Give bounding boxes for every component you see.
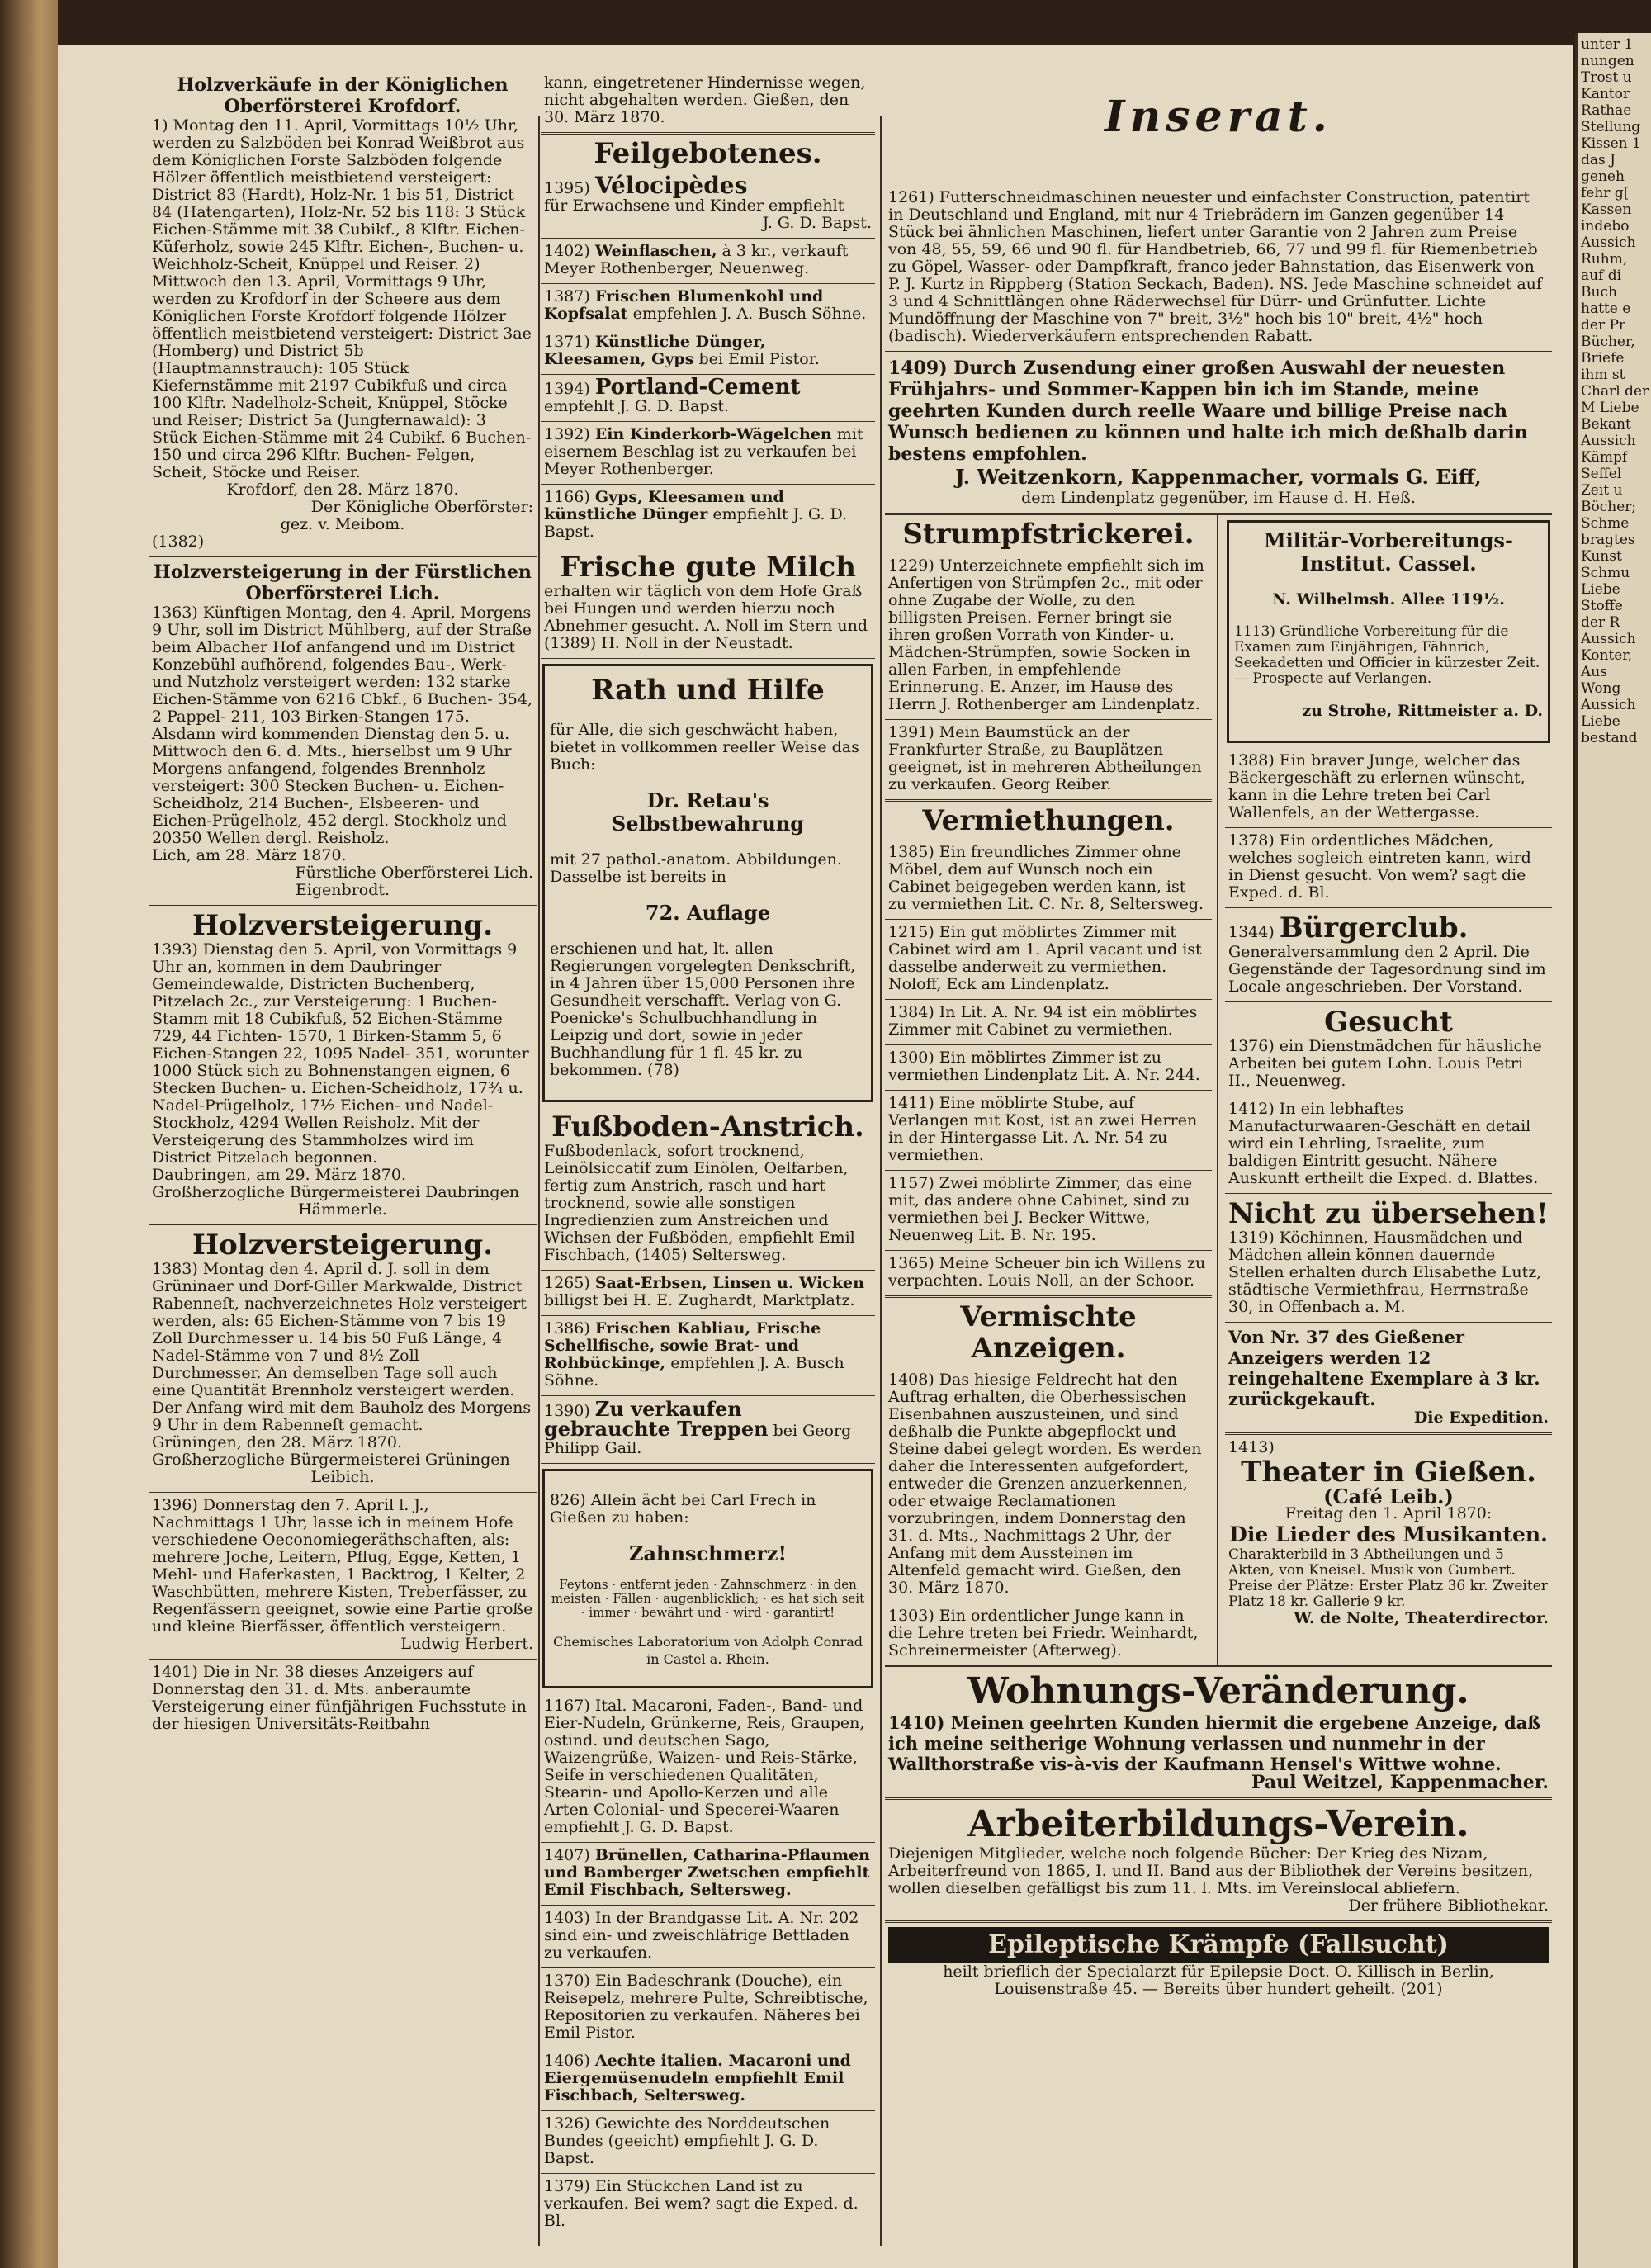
- ad-body: 1363) Künftigen Montag, den 4. April, Morgens 9 Uhr, soll im District Mühlberg, auf der Straße beim Albacher Hof anfangend und im District Konzebühl aufhörend, folgendes Bau-, Werk- und Nutzholz versteigert werden: 132 starke Eichen-Stämme von 6216 Cbkf., 6 Buchen- 354, 2 Pappel- 211, 103 Birken-Stangen 175. Alsdann wird kommenden Dienstag den 5. u. Mittwoch den 6. d. Mts., hierselbst um 9 Uhr Morgens anfangend, folgendes Brennholz versteigert: 300 Stecken Buchen- u. Eichen-Scheidholz, 214 Buchen-, Elsbeeren- und Eichen-Prügelholz, 452 dergl. Stockholz und 20350 Wellen dergl. Reisholz.: [152, 604, 533, 847]
- ad-item: 1407) Brünellen, Catharina-Pflaumen und Bamberger Zwetschen empfiehlt Emil Fischbach, Seltersweg.: [541, 1843, 875, 1906]
- ad-sign: Ludwig Herbert.: [400, 1635, 533, 1653]
- ad-item: 1408) Das hiesige Feldrecht hat den Auftrag erhalten, die Oberhessischen Eisenbahnen auszusteinen, und sind deßhalb die Punkte abgepflockt und Steine dabei gelegt worden. Es werden daher die Interessenten aufgefordert, entweder die Grenzen anzuerkennen, oder etwaige Reclamationen vorzubringen, indem Donnerstag den 31. d. Mts., Nachmittags 2 Uhr, der Anfang mit dem Aussteinen im Altenfeld gemacht wird. Gießen, den 30. März 1870.: [885, 1367, 1212, 1603]
- section-heading: Vermiethungen.: [922, 804, 1175, 837]
- column-1: [149, 70, 537, 2250]
- ad-holz-lich: [149, 557, 537, 906]
- ad-fussboden: [541, 1107, 875, 1271]
- ad-title: Holzverkäufe in der Königlichen Oberförsterei Krofdorf.: [177, 74, 509, 117]
- ad-item: 1391) Mein Baumstück an der Frankfurter Straße, zu Bauplätzen geeignet, ist in mehreren Abtheilungen zu verkaufen. Georg Reiber.: [885, 720, 1212, 802]
- ad-item: 1303) Ein ordentlicher Junge kann in die Lehre treten bei Friedr. Weinhardt, Schreinermeister (Afterweg).: [888, 1607, 1199, 1660]
- column-rule: [880, 116, 882, 2246]
- ad-item: 1166) Gyps, Kleesamen und künstliche Dünger empfiehlt J. G. D. Bapst.: [541, 485, 875, 547]
- ad-body: 1) Montag den 11. April, Vormittags 10½ Uhr, werden zu Salzböden bei Konrad Weißbrot aus dem Königlichen Forste Salzböden folgende Hölzer öffentlich meistbietend versteigert: District 83 (Hardt), Holz-Nr. 1 bis 51, District 84 (Hatengarten), Holz-Nr. 52 bis 118: 3 Stück Eichen-Stämme mit 38 Cubikf., 8 Klftr. Eichen-Küferholz, sowie 245 Klftr. Eichen-, Buchen- u. Weichholz-Scheit, Knüppel und Reiser. 2) Mittwoch den 13. April, Vormittags 9 Uhr, werden zu Krofdorf in der Scheere aus dem Königlichen Forste Krofdorf folgende Hölzer öffentlich meistbietend versteigert: District 3ae (Homberg) und District 5b (Hauptmannstrauch): 105 Stück Kiefernstämme mit 2197 Cubikfuß und circa 100 Klftr. Nadelholz-Scheit, Knüppel, Stöcke und Reiser; District 5a (Jungfernawald): 3 Stück Eichen-Stämme mit 24 Cubikf. 6 Buchen- 150 und circa 296 Klftr. Buchen- Felgen, Scheit, Stöcke und Reiser.: [152, 116, 532, 481]
- ad-body: 1261) Futterschneidmaschinen neuester und einfachster Construction, patentirt in Deutschland und England, mit nur 4 Triebrädern im Ganzen gegenüber 14 Stück bei ähnlichen Maschinen, liefert unter Garantie von 2 Jahren zum Preise von 48, 55, 59, 66 und 90 fl. für Handbetrieb, 66, 77 und 99 fl. für Riemenbetrieb zu Göpel, Wasser- oder Dampfkraft, franco jeder Bahnstation, das Eisenwerk von P. J. Kurtz in Rippberg (Station Seckach, Baden). NS. Jede Maschine schneidet auf 3 und 4 Schnittlängen ohne Räderwechsel für Dürr- und Grünfutter. Lichte Mundöffnung der Maschine von 7" breit, 3½" hoch bis 10" breit, 4½" hoch (badisch). Wiederverkäufern entsprechenden Rabatt.: [888, 188, 1542, 345]
- section-heading: Vermischte Anzeigen.: [960, 1300, 1137, 1365]
- ad-item: 1385) Ein freundliches Zimmer ohne Möbel, dem auf Wunsch noch ein Cabinet beigegeben werden kann, ist zu vermiethen Lit. C. Nr. 8, Seltersweg.: [885, 840, 1212, 920]
- ad-item: 1411) Eine möblirte Stube, auf Verlangen mit Kost, ist an zwei Herren in der Hintergasse Lit. A. Nr. 54 zu vermiethen.: [885, 1091, 1212, 1171]
- ad-item: 1390) Zu verkaufen gebrauchte Treppen bei Georg Philipp Gail.: [541, 1396, 875, 1464]
- section-heading: Feilgebotenes.: [594, 137, 822, 170]
- ad-item: 1388) Ein braver Junge, welcher das Bäckergeschäft zu erlernen wünscht, kann in die Lehre treten bei Carl Wallenfels, an der Wettergasse.: [1225, 748, 1552, 828]
- ad-militaer-institut: Militär-Vorbereitungs-Institut. Cassel. N. Wilhelmsh. Allee 119½. 1113) Gründliche Vorbereitung für die Examen zum Einjährigen, Fähnrich, Seekadetten und Officier in kürzester Zeit. — Prospecte auf Verlangen. zu Strohe, Rittmeister a. D.: [1227, 520, 1550, 743]
- ad-item: 1229) Unterzeichnete empfiehlt sich im Anfertigen von Strümpfen 2c., mit oder ohne Zugabe der Wolle, zu den billigsten Preisen. Ferner bringt sie ihren großen Vorrath von Kinder- u. Mädchen-Strümpfen, sowie Socken in allen Farben, in empfehlende Erinnerung. E. Anzer, im Hause des Herrn J. Rothenberger am Lindenplatz.: [885, 553, 1212, 720]
- ad-nr37: Von Nr. 37 des Gießener Anzeigers werden 12 reingehaltene Exemplare à 3 kr. zurückgekauft. Die Expedition.: [1225, 1323, 1552, 1435]
- ad-body: 1396) Donnerstag den 7. April l. J., Nachmittags 1 Uhr, lasse ich in meinem Hofe verschiedene Oeconomiegeräthschaften, als: mehrere Joche, Leitern, Pflug, Egge, Ketten, 1 Mehl- und Haferkasten, 1 Backtrog, 1 Kelter, 2 Waschbütten, mehrere Kisten, Treberfässer, zu Regenfässern geeignet, sowie eine Partie große und kleine Bierfässer, öffentlich versteigern.: [152, 1496, 533, 1636]
- ad-item: 1157) Zwei möblirte Zimmer, das eine mit, das andere ohne Cabinet, sind zu vermiethen bei J. Becker Wittwe, Neuenweg Lit. B. Nr. 195.: [885, 1171, 1212, 1251]
- column-2: [541, 70, 875, 2250]
- ad-continued: [541, 70, 875, 135]
- ad-holz-grueningen: [149, 1225, 537, 1493]
- ad-body: Fußbodenlack, sofort trocknend, Leinölsiccatif zum Einölen, Oelfarben, fertig zum Anstrich, rasch und hart trocknend, sowie alle sonstigen Ingredienzien zum Anstreichen und Wichsen der Fußböden, empfiehlt Emil Fischbach, (1405) Seltersweg.: [544, 1142, 855, 1264]
- ad-buergerclub: 1344) Bürgerclub. Generalversammlung den 2 April. Die Gegenstände der Tagesordnung sind im Locale angeschrieben. Der Vorstand.: [1225, 908, 1552, 1002]
- ad-herbert: [149, 1493, 537, 1660]
- ad-date: Daubringen, am 29. März 1870.: [152, 1166, 407, 1184]
- ad-sign: Großherzogliche Bürgermeisterei Daubringen: [152, 1183, 520, 1201]
- ad-item: 1387) Frischen Blumenkohl und Kopfsalat empfehlen J. A. Busch Söhne.: [541, 284, 875, 329]
- ad-milch: [541, 547, 875, 659]
- facing-page-text: unter 1 nungen Trost u Kantor Rathae Stellung Kissen 1 das J geneh fehr g[ Kassen indebo Aussich Ruhm, auf di Buch hatte e der Pr Bücher, Briefe ihm st Charl der M Liebe Bekant Aussich Kämpf Seffel Zeit u Böcher; Schme bragtes Kunst Schmu Liebe Stoffe der R Aussich Konter, Aus Wong Aussich Liebe bestand: [1581, 36, 1649, 746]
- ad-theater: 1413) Theater in Gießen. (Café Leib.) Freitag den 1. April 1870: Die Lieder des Musikanten. Charakterbild in 3 Abtheilungen und 5 Akten, von Kneisel. Musik von Gumbert. Preise der Plätze: Erster Platz 36 kr. Zweiter Platz 18 kr. Gallerie 9 kr. W. de Nolte, Theaterdirector.: [1228, 1438, 1549, 1627]
- ad-item: 1412) In ein lebhaftes Manufacturwaaren-Geschäft en detail wird ein Lehrling, Israelite, zum baldigen Eintritt gesucht. Nähere Auskunft ertheilt die Exped. d. Blattes.: [1225, 1096, 1552, 1194]
- ad-rath-und-hilfe: Rath und Hilfe für Alle, die sich geschwächt haben, bietet in vollkommen reeller Weise das Buch: Dr. Retau's Selbstbewahrung mit 27 pathol.-anatom. Abbildungen. Dasselbe ist bereits in 72. Auflage erschienen und hat, lt. allen Regierungen vorgelegten Denkschrift, in 4 Jahren über 15,000 Personen ihre Gesundheit verschafft. Verlag von G. Poenicke's Schulbuchhandlung in Leipzig und dort, sowie in jeder Buchhandlung für 1 fl. 45 kr. zu bekommen. (78): [542, 664, 873, 1102]
- ad-futterschneidmaschinen: [885, 185, 1552, 353]
- ad-item: 1395) Vélocipèdes für Erwachsene und Kinder empfiehlt J. G. D. Bapst.: [541, 173, 875, 239]
- ad-item: 1167) Ital. Macaroni, Faden-, Band- und Eier-Nudeln, Grünkerne, Reis, Graupen, ostind. und deutschen Sago, Waizengrüße, Waizen- und Reis-Stärke, Seife in verschiedenen Qualitäten, Stearin- und Apollo-Kerzen und alle Arten Colonial- und Specerei-Waaren empfiehlt J. G. D. Bapst.: [541, 1693, 875, 1843]
- ad-title: Frische gute Milch: [560, 551, 856, 584]
- ad-date: Lich, am 28. März 1870.: [152, 846, 347, 864]
- ad-gesucht: Gesucht 1376) ein Dienstmädchen für häusliche Arbeiten bei gutem Lohn. Louis Petri II., Neuenweg.: [1225, 1002, 1552, 1096]
- ad-item: 1371) Künstliche Dünger, Kleesamen, Gyps bei Emil Pistor.: [541, 329, 875, 375]
- ad-sign: gez. v. Meibom.: [280, 515, 405, 533]
- ad-body: erhalten wir täglich von dem Hofe Graß bei Hungen und werden hierzu noch Abnehmer gesucht. A. Noll im Stern und (1389) H. Noll in der Neustadt.: [544, 582, 868, 652]
- ad-title: Fußboden-Anstrich.: [551, 1110, 864, 1143]
- column-3-subcolumns: [885, 515, 1552, 1665]
- ad-sign: dem Lindenplatz gegenüber, im Hause d. H. Heß.: [1021, 489, 1416, 507]
- ad-sign: J. Weitzenkorn, Kappenmacher, vormals G. Eiff,: [955, 465, 1482, 489]
- ad-item: 1326) Gewichte des Norddeutschen Bundes (geeicht) empfiehlt J. G. D. Bapst.: [541, 2111, 875, 2174]
- ad-body: 1383) Montag den 4. April d. J. soll in dem Grüninaer und Dorf-Giller Markwalde, District Rabenneſt, nachverzeichnetes Holz versteigert werden, als: 65 Eichen-Stämme von 7 bis 19 Zoll Durchmesser u. 14 bis 50 Fuß Länge, 4 Nadel-Stämme von 7 und 8½ Zoll Durchmesser. An demselben Tage soll auch eine Quantität Brennholz versteigert werden. Der Anfang wird mit dem Bauholz des Morgens 9 Uhr in dem Rabenneſt gemacht.: [152, 1260, 532, 1434]
- ad-body: 1393) Dienstag den 5. April, von Vormittags 9 Uhr an, kommen in dem Daubringer Gemeindewalde, Districten Buchenberg, Pitzelach 2c., zur Versteigerung: 1 Buchen-Stamm mit 18 Cubikfuß, 52 Eichen-Stämme 729, 44 Fichten- 1570, 1 Birken-Stamm 5, 6 Eichen-Stangen 22, 1095 Nadel- 351, worunter 1000 Stück sich zu Bohnenstangen eignen, 6 Stecken Buchen- u. Eichen-Scheidholz, 17¾ u. Nadel-Prügelholz, 17½ Eichen- und Nadel-Stockholz, 4294 Wellen Reisholz. Mit der Versteigerung des Stammholzes wird im District Pitzelach begonnen.: [152, 940, 529, 1167]
- ad-item: 1370) Ein Badeschrank (Douche), ein Reisepelz, mehrere Pulte, Schreibtische, Repositorien zu verkaufen. Näheres bei Emil Pistor.: [541, 1968, 875, 2048]
- ad-date: Krofdorf, den 28. März 1870.: [226, 481, 459, 499]
- ad-sign: Fürstliche Oberförsterei Lich.: [295, 864, 533, 882]
- ad-zahnschmerz: 826) Allein ächt bei Carl Frech in Gießen zu haben: Zahnschmerz! Feytons · entfernt jeden · Zahnschmerz · in den meisten · Fällen · augenblicklich; · es hat sich seit · immer · bewährt und · wird · garantirt! Chemisches Laboratorium von Adolph Conrad in Castel a. Rhein.: [542, 1469, 873, 1688]
- ad-holz-daubringen: [149, 906, 537, 1225]
- facing-page-edge: [1575, 33, 1651, 2268]
- ad-arbeiterbildungsverein: Arbeiterbildungs-Verein. Diejenigen Mitglieder, welche noch folgende Bücher: Der Krieg des Nizam, Arbeiterfreund von 1865, I. und II. Band aus der Bibliothek der Vereins besitzen, wollen dieselben gefälligst bis zum 11. l. Mts. im Vereinslocal abliefern. Der frühere Bibliothekar.: [885, 1800, 1552, 1923]
- ad-title: Holzversteigerung.: [192, 909, 494, 942]
- ad-body: 1409) Durch Zusendung einer großen Auswahl der neuesten Frühjahrs- und Sommer-Kappen bin ich im Stande, meine geehrten Kunden durch reelle Waare und billige Preise nach Wunsch bedienen zu können und halte ich mich deßhalb darin bestens empfohlen.: [888, 357, 1528, 465]
- ad-item: 1379) Ein Stückchen Land ist zu verkaufen. Bei wem? sagt die Exped. d. Bl.: [544, 2177, 859, 2230]
- ad-number: (1382): [152, 533, 205, 551]
- column-rule: [538, 116, 540, 2246]
- ad-fuchsstute: [149, 1660, 537, 1739]
- ad-item: 1403) In der Brandgasse Lit. A. Nr. 202 sind ein- und zweischläfrige Bettladen zu verkaufen.: [541, 1906, 875, 1968]
- ad-item: 1406) Aechte italien. Macaroni und Eiergemüsenudeln empfiehlt Emil Fischbach, Seltersweg.: [541, 2048, 875, 2111]
- section-heading: Strumpfstrickerei.: [902, 518, 1194, 551]
- ad-sign: Der Königliche Oberförster:: [310, 498, 533, 516]
- ad-body: kann, eingetretener Hindernisse wegen, nicht abgehalten werden. Gießen, den 30. März 1870.: [544, 73, 866, 126]
- ad-item: 1392) Ein Kinderkorb-Wägelchen mit eisernem Beschlag ist zu verkaufen bei Meyer Rothenberger.: [541, 422, 875, 485]
- book-spine-edge: [0, 0, 58, 2268]
- ad-kappen: [885, 353, 1552, 515]
- ad-title: Rath und Hilfe: [591, 674, 825, 707]
- subcolumn-right: [1225, 515, 1552, 1665]
- ad-item: 1215) Ein gut möblirtes Zimmer mit Cabinet wird am 1. April vacant und ist dasselbe anderweit zu vermiethen. Noloff, Eck am Lindenplatz.: [885, 920, 1212, 1000]
- ad-item: 1386) Frischen Kabliau, Frische Schellfische, sowie Brat- und Rohbückinge, empfehlen J. A. Busch Söhne.: [541, 1316, 875, 1396]
- ad-item: 1402) Weinflaschen, à 3 kr., verkauft Meyer Rothenberger, Neuenweg.: [541, 239, 875, 284]
- ad-item: 1300) Ein möblirtes Zimmer ist zu vermiethen Lindenplatz Lit. A. Nr. 244.: [885, 1045, 1212, 1091]
- ad-body: 1401) Die in Nr. 38 dieses Anzeigers auf Donnerstag den 31. d. Mts. anberaumte Versteigerung einer fünfjährigen Fuchsstute in der hiesigen Universitäts-Reitbahn: [152, 1663, 527, 1733]
- ad-item: 1378) Ein ordentliches Mädchen, welches sogleich eintreten kann, wird in Dienst gesucht. Von wem? sagt die Exped. d. Bl.: [1225, 828, 1552, 908]
- ad-sign: Hämmerle.: [298, 1200, 387, 1219]
- ad-holz-krofdorf: [149, 70, 537, 557]
- ad-epilepsie: Epileptische Krämpfe (Fallsucht) heilt brieflich der Specialarzt für Epilepsie Doct. O. Killisch in Berlin, Louisenstraße 45. — Bereits über hundert geheilt. (201): [885, 1923, 1552, 2004]
- page-title: Inserat.: [1105, 92, 1332, 142]
- ads-list: [541, 173, 875, 547]
- ad-title: Holzversteigerung.: [192, 1229, 494, 1262]
- ad-title: Zahnschmerz!: [628, 1541, 787, 1565]
- ad-title: Holzversteigerung in der Fürstlichen Oberförsterei Lich.: [154, 561, 532, 604]
- ad-sign: Großherzogliche Bürgermeisterei Grüningen: [152, 1451, 510, 1469]
- ad-sign: Leibich.: [310, 1468, 375, 1486]
- ad-item: 1265) Saat-Erbsen, Linsen u. Wicken billigst bei H. E. Zughardt, Marktplatz.: [541, 1271, 875, 1316]
- ad-wohnungs-veraenderung: Wohnungs-Veränderung. 1410) Meinen geehrten Kunden hiermit die ergebene Anzeige, daß ich meine seitherige Wohnung verlassen und nunmehr in der Wallthorstraße vis-à-vis der Kaufmann Hensel's Wittwe wohne. Paul Weitzel, Kappenmacher.: [885, 1665, 1552, 1800]
- ad-item: 1384) In Lit. A. Nr. 94 ist ein möblirtes Zimmer mit Cabinet zu vermiethen.: [885, 1000, 1212, 1045]
- ad-nicht-uebersehen: Nicht zu übersehen! 1319) Köchinnen, Hausmädchen und Mädchen allein können dauernde Stellen erhalten durch Elisabethe Lutz, städtische Vermiethfrau, Herrnstraße 30, in Offenbach a. M.: [1225, 1194, 1552, 1323]
- ad-date: Grüningen, den 28. März 1870.: [152, 1433, 403, 1451]
- column-3: [885, 50, 1552, 2229]
- ad-item: 1365) Meine Scheuer bin ich Willens zu verpachten. Louis Noll, an der Schoor.: [885, 1251, 1212, 1298]
- ad-item: 1394) Portland-Cement empfehlt J. G. D. Bapst.: [541, 375, 875, 422]
- subcolumn-left: [885, 515, 1218, 1665]
- ad-sign: Eigenbrodt.: [295, 881, 390, 899]
